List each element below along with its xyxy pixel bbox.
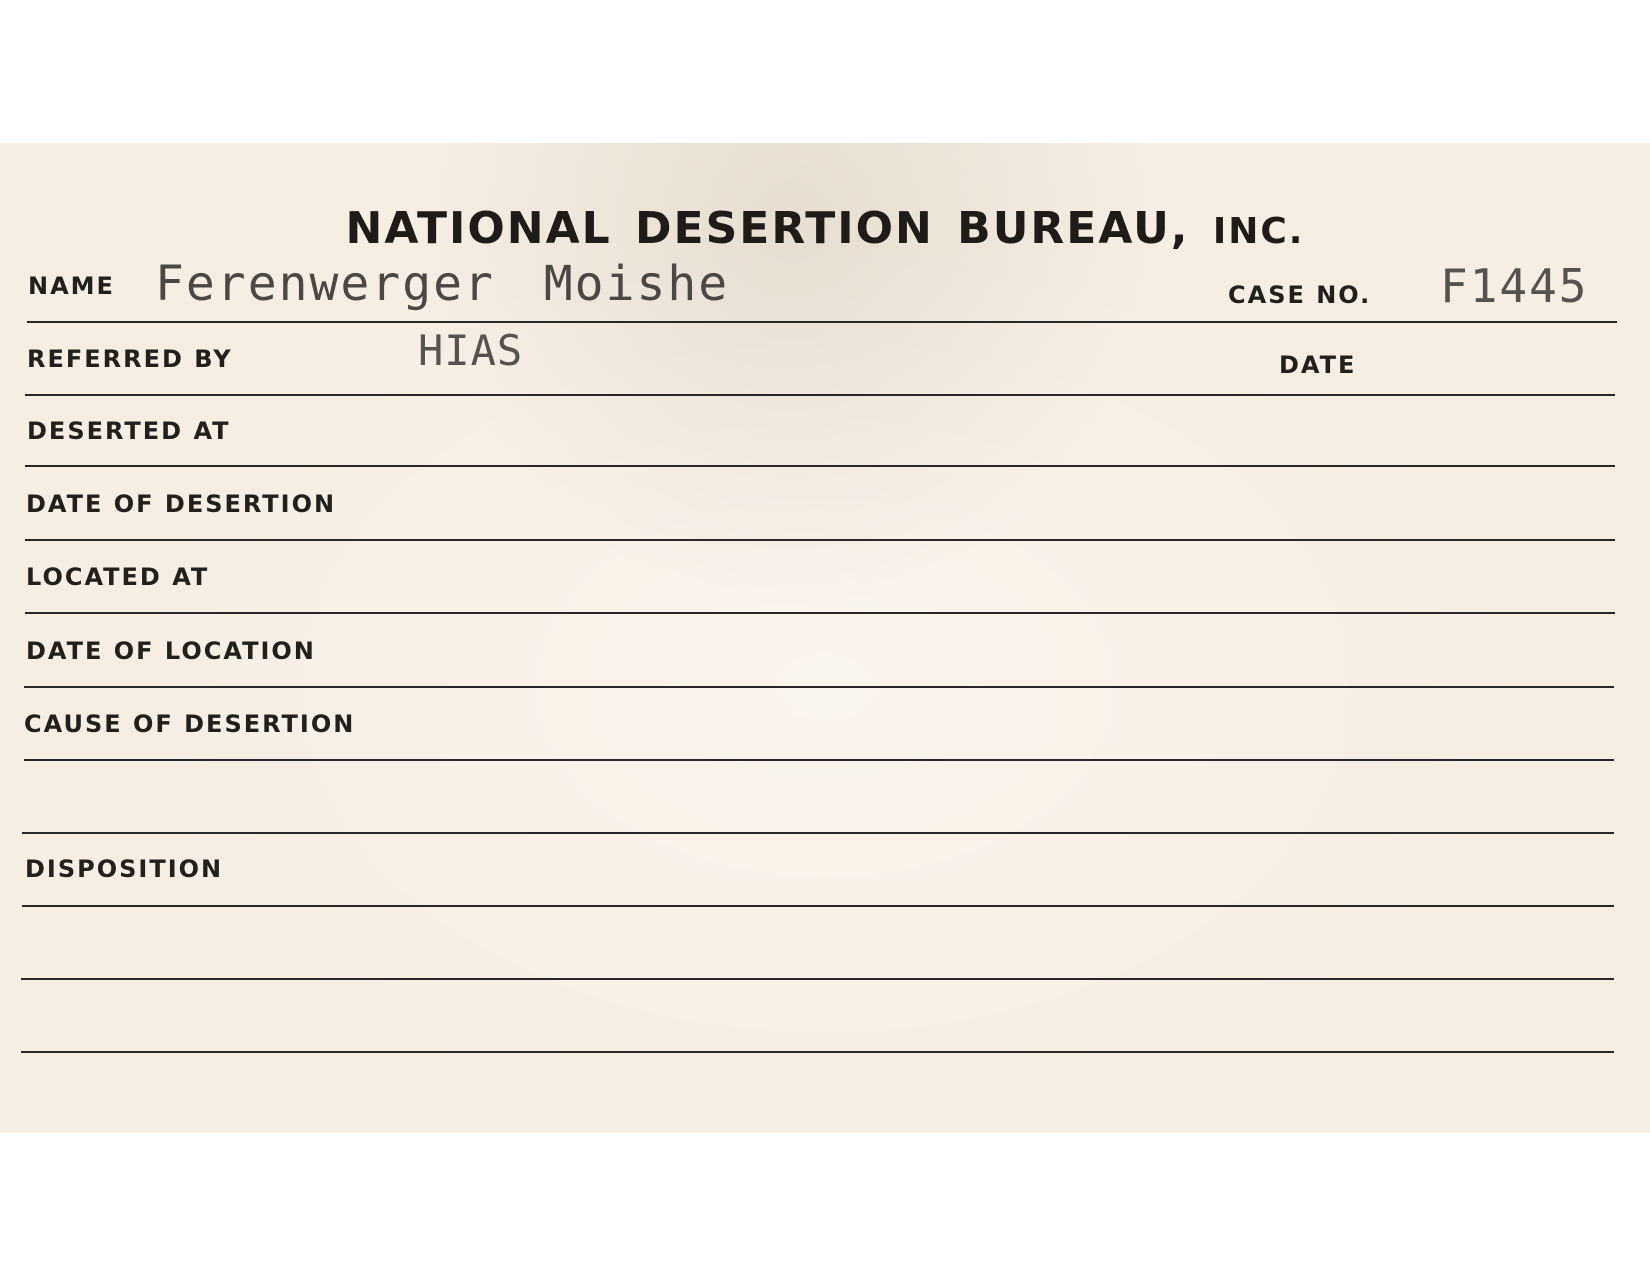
cause-of-desertion-label: CAUSE OF DESERTION (24, 710, 356, 738)
deserted-at-rule (25, 465, 1615, 467)
located-at-label: LOCATED AT (26, 563, 210, 591)
index-card (0, 143, 1650, 1133)
date-of-location-label: DATE OF LOCATION (26, 637, 316, 665)
disposition-label: DISPOSITION (25, 855, 224, 883)
disposition-rule-3 (21, 1051, 1614, 1053)
date-of-desertion-label: DATE OF DESERTION (26, 490, 337, 518)
referred-by-value: HIAS (418, 326, 524, 375)
name-rule (27, 321, 1617, 323)
disposition-rule-2 (21, 978, 1614, 980)
referred-by-rule (25, 394, 1615, 396)
deserted-at-label: DESERTED AT (27, 417, 231, 445)
located-at-rule (25, 612, 1615, 614)
cause-of-desertion-rule-2 (22, 832, 1614, 834)
name-value: Ferenwerger Moishe (155, 256, 730, 312)
title-inc: INC. (1212, 211, 1305, 252)
card-title (0, 203, 1650, 254)
name-label: NAME (28, 272, 115, 300)
title-main-text: NATIONAL DESERTION BUREAU, (345, 203, 1190, 254)
date-of-desertion-rule (25, 539, 1615, 541)
referred-by-label: REFERRED BY (27, 345, 233, 373)
date-of-location-rule (24, 686, 1614, 688)
disposition-rule (22, 905, 1614, 907)
case-no-value: F1445 (1440, 259, 1589, 313)
cause-of-desertion-rule (24, 759, 1614, 761)
case-no-label: CASE NO. (1228, 281, 1372, 309)
date-label: DATE (1279, 351, 1357, 379)
